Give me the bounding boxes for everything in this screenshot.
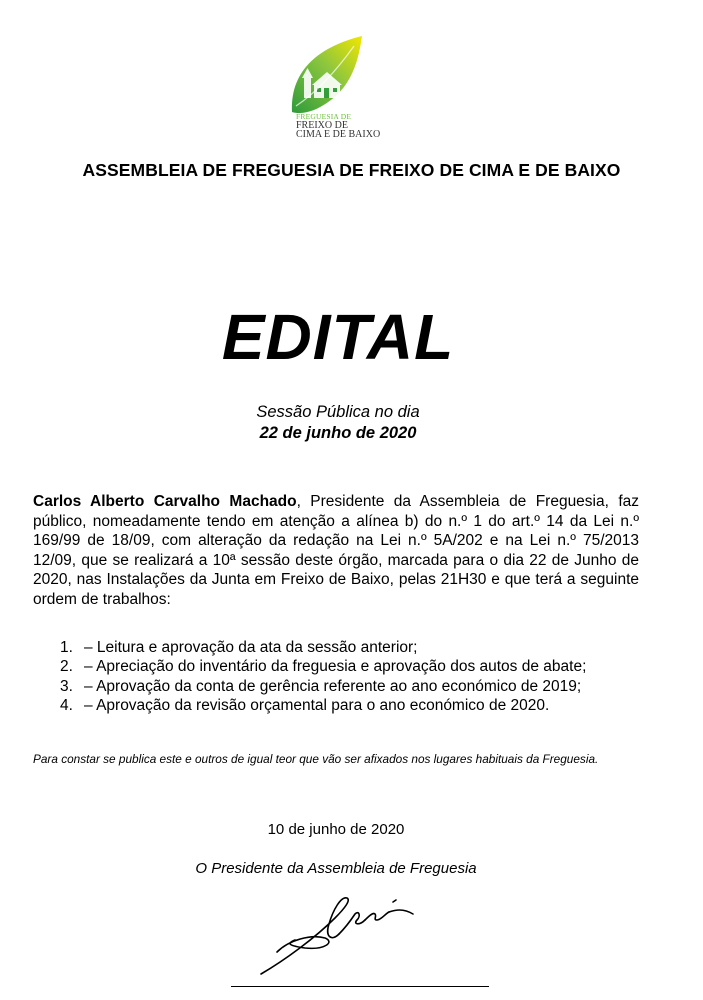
agenda-item <box>60 638 586 657</box>
agenda-list <box>60 638 586 716</box>
session-label: Sessão Pública no dia <box>256 403 420 421</box>
freguesia-logo <box>284 34 394 142</box>
agenda-item-number: 2. <box>60 658 73 676</box>
president-title: O Presidente da Assembleia de Freguesia <box>195 860 477 877</box>
agenda-item <box>60 696 586 715</box>
logo-line-3: CIMA E DE BAIXO <box>296 129 381 140</box>
agenda-item-number: 4. <box>60 697 73 715</box>
logo-line-2: FREIXO DE <box>296 120 348 131</box>
document-title: EDITAL <box>221 301 455 373</box>
agenda-item-text: – Aprovação da revisão orçamental para o ano económico de 2020. <box>84 697 550 715</box>
freguesia-leaf-icon <box>284 34 394 114</box>
agenda-item-number: 3. <box>60 677 73 695</box>
agenda-item-text: – Aprovação da conta de gerência referente ao ano económico de 2019; <box>84 677 582 695</box>
agenda-item-text: – Apreciação do inventário da freguesia e aprovação dos autos de abate; <box>84 658 587 676</box>
signature-icon <box>255 890 425 980</box>
document-date: 10 de junho de 2020 <box>267 821 405 838</box>
president-name: Carlos Alberto Carvalho Machado <box>33 493 297 510</box>
agenda-item-text: – Leitura e aprovação da ata da sessão anterior; <box>84 639 418 656</box>
logo-text <box>296 112 396 139</box>
announcement-paragraph <box>33 492 639 610</box>
announcement-text: , Presidente da Assembleia de Freguesia, faz público, nomeadamente tendo em atenção a alínea b) do n.º 1 do art.º 14 da Lei n.º 169/99 de 18/09, com alteração da redação na Lei n.º 5A/202 e na Lei n.º 75/2013 12/09, que se realizará a 10ª sessão deste órgão, marcada para o dia 22 de Junho de 2020, nas Instalações da Junta em Freixo de Baixo, pelas 21H30 e que terá a seguinte ordem de trabalhos: <box>33 493 639 608</box>
agenda-item <box>60 677 586 696</box>
session-date: 22 de junho de 2020 <box>259 424 417 442</box>
signature-line <box>231 986 489 987</box>
agenda-item-number: 1. <box>60 639 73 656</box>
logo-line-1: FREGUESIA DE <box>296 112 352 121</box>
publication-note: Para constar se publica este e outros de igual teor que vão ser afixados nos lugares habituais da Freguesia. <box>33 752 599 766</box>
session-info <box>0 402 676 444</box>
assembly-heading: ASSEMBLEIA DE FREGUESIA DE FREIXO DE CIMA E DE BAIXO <box>82 160 621 180</box>
agenda-item <box>60 657 586 676</box>
